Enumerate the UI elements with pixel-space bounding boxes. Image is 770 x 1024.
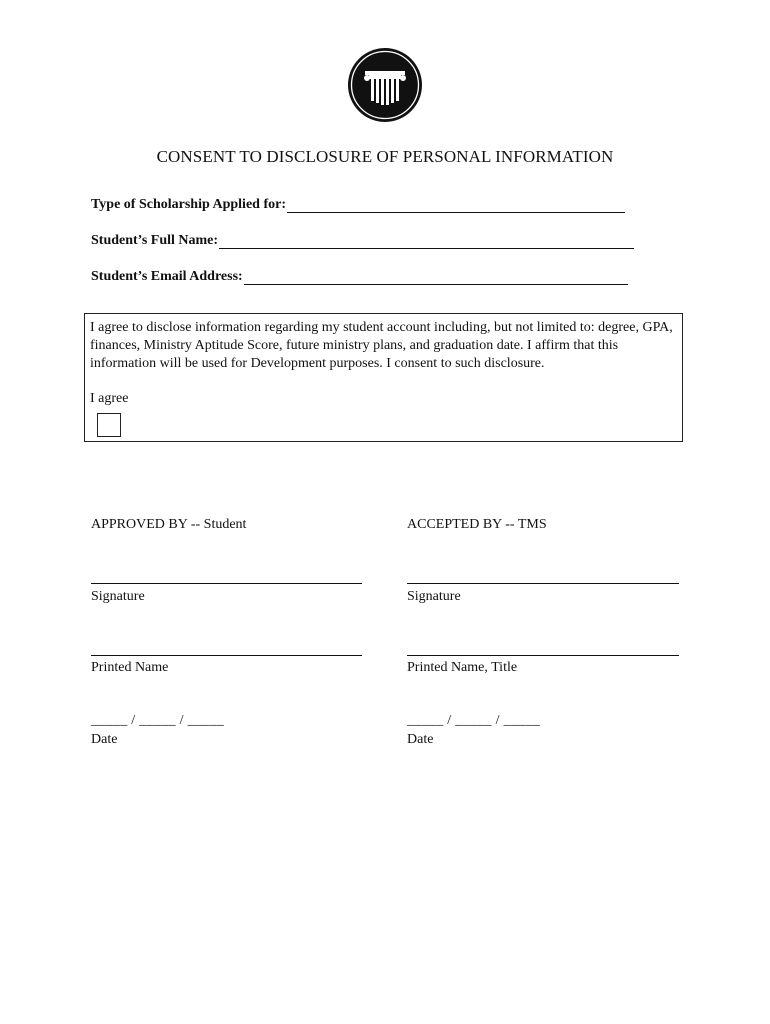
tms-acceptance-heading: ACCEPTED BY -- TMS (407, 517, 547, 532)
student-email-label: Student’s Email Address: (91, 269, 243, 284)
student-date-label: Date (91, 732, 118, 747)
student-printed-name-line[interactable] (91, 655, 362, 656)
tms-printed-name-line[interactable] (407, 655, 679, 656)
student-date-field[interactable]: _____ / _____ / _____ (91, 713, 225, 728)
tms-date-field[interactable]: _____ / _____ / _____ (407, 713, 541, 728)
student-name-input-line[interactable] (219, 234, 634, 249)
tms-signature-line[interactable] (407, 583, 679, 584)
student-name-label: Student’s Full Name: (91, 233, 219, 248)
tms-date-label: Date (407, 732, 434, 747)
student-email-field[interactable] (91, 269, 628, 285)
consent-statement: I agree to disclose information regarding my student account including, but not limited to: degree, GPA, finances, Ministry Aptitude Score, future ministry plans, and graduation date. I affirm that this information will be used for Development purposes. I consent to such disclosure. (90, 320, 673, 371)
scholarship-type-input-line[interactable] (287, 198, 625, 213)
tms-signature-label: Signature (407, 589, 461, 604)
scholarship-type-label: Type of Scholarship Applied for: (91, 197, 286, 212)
student-approval-heading: APPROVED BY -- Student (91, 517, 247, 532)
agree-checkbox[interactable] (97, 413, 121, 437)
form-title: CONSENT TO DISCLOSURE OF PERSONAL INFORMATION (156, 147, 614, 166)
tms-printed-name-label: Printed Name, Title (407, 660, 518, 675)
agree-label: I agree (90, 391, 129, 406)
institution-logo (347, 47, 423, 123)
student-email-input-line[interactable] (244, 270, 628, 285)
student-printed-name-label: Printed Name (91, 660, 169, 675)
scholarship-type-field[interactable] (91, 197, 625, 213)
student-signature-label: Signature (91, 589, 145, 604)
student-name-field[interactable] (91, 233, 634, 249)
student-signature-line[interactable] (91, 583, 362, 584)
consent-box (84, 313, 683, 442)
